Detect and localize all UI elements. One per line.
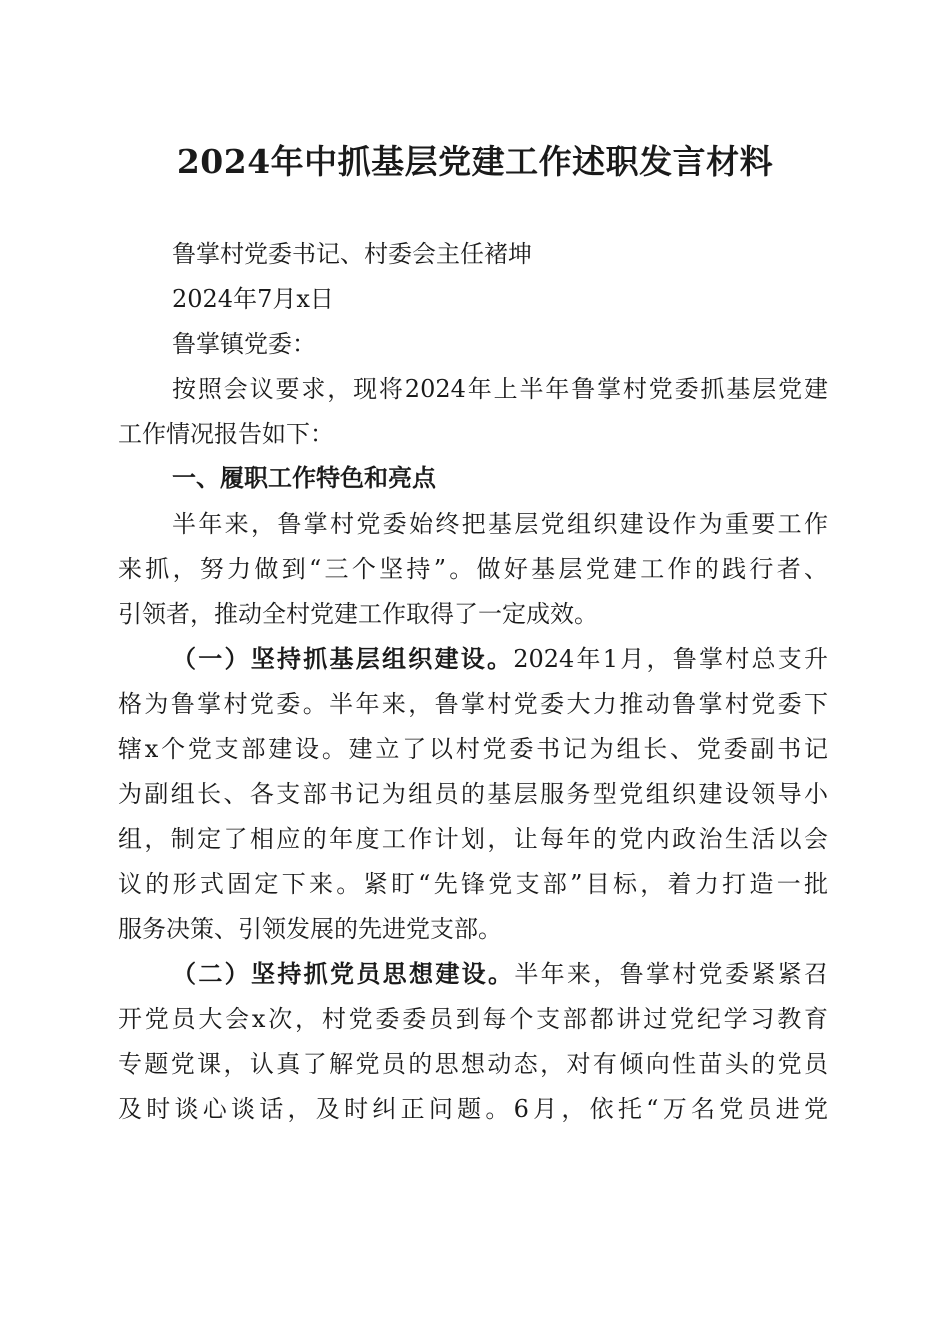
item-1-lead: （一）坚持抓基层组织建设。	[172, 644, 514, 673]
item-1-line-7: 服务决策、引领发展的先进党支部。	[118, 915, 502, 943]
item-1-line-1-rest: 2024年1月，鲁掌村总支升	[513, 645, 828, 673]
item-1-line-3: 辖x个党支部建设。建立了以村党委书记为组长、党委副书记	[118, 735, 828, 763]
section-1-para-line-3: 引领者，推动全村党建工作取得了一定成效。	[118, 600, 598, 628]
item-1-line-2: 格为鲁掌村党委。半年来，鲁掌村党委大力推动鲁掌村党委下	[118, 690, 828, 718]
item-1-line-6: 议的形式固定下来。紧盯“先锋党支部”目标，着力打造一批	[118, 870, 828, 898]
item-1-line-1	[172, 641, 828, 677]
section-1-para-line-2: 来抓，努力做到“三个坚持”。做好基层党建工作的践行者、	[118, 555, 828, 583]
item-2-line-3: 专题党课，认真了解党员的思想动态，对有倾向性苗头的党员	[118, 1050, 828, 1078]
item-2-line-1-rest: 半年来，鲁掌村党委紧紧召	[514, 960, 829, 988]
section-1-heading: 一、履职工作特色和亮点	[172, 464, 436, 492]
item-1-line-5: 组，制定了相应的年度工作计划，让每年的党内政治生活以会	[118, 825, 828, 853]
item-1-line-4: 为副组长、各支部书记为组员的基层服务型党组织建设领导小	[118, 780, 828, 808]
item-2-lead: （二）坚持抓党员思想建设。	[172, 959, 515, 988]
item-2-line-4: 及时谈心谈话，及时纠正问题。6月，依托“万名党员进党	[118, 1095, 828, 1123]
document-title: 2024年中抓基层党建工作述职发言材料	[176, 142, 774, 181]
intro-line-2: 工作情况报告如下：	[118, 420, 334, 448]
salutation: 鲁掌镇党委：	[172, 330, 316, 358]
date-line: 2024年7月x日	[172, 285, 334, 313]
item-2-line-2: 开党员大会x次，村党委委员到每个支部都讲过党纪学习教育	[118, 1005, 828, 1033]
author-line: 鲁掌村党委书记、村委会主任褚坤	[172, 240, 532, 268]
section-1-para-line-1: 半年来，鲁掌村党委始终把基层党组织建设作为重要工作	[172, 510, 828, 538]
item-2-line-1	[172, 956, 828, 992]
intro-line-1: 按照会议要求，现将2024年上半年鲁掌村党委抓基层党建	[172, 375, 828, 403]
